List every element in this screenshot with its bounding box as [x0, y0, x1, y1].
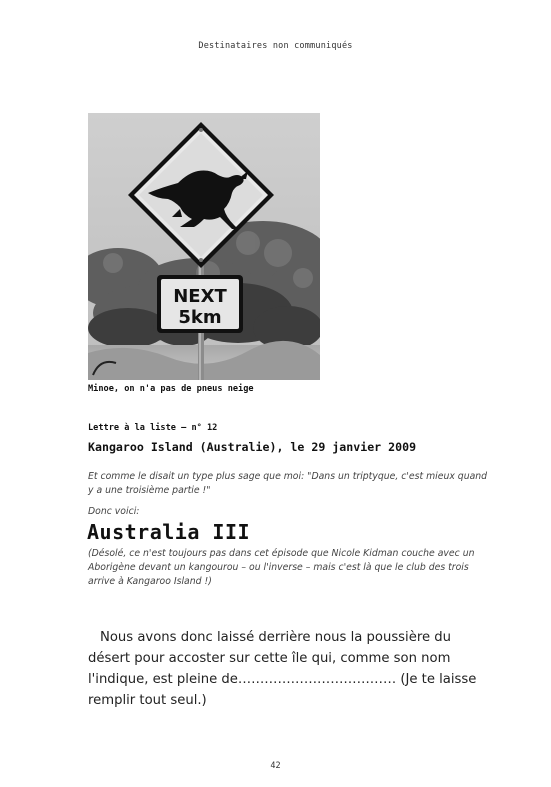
sign-text-next: NEXT — [173, 286, 227, 307]
running-head: Destinataires non communiqués — [198, 41, 353, 51]
intro-quote: Et comme le disait un type plus sage que moi: "Dans un triptyque, c'est mieux quand y a une troisième partie !" — [88, 471, 488, 496]
letter-label: Lettre à la liste – n° 12 — [88, 423, 218, 433]
next-5km-sign — [157, 275, 243, 333]
body-paragraph: Nous avons donc laissé derrière nous la poussière du désert pour accoster sur cette île qui, comme son nom l'indique, est pleine de……………………………… (Je te laisse remplir tout seul.) — [88, 630, 477, 708]
sign-text-distance: 5km — [178, 307, 222, 328]
kangaroo-sign-photo — [88, 113, 320, 380]
photo-caption: Minoe, on n'a pas de pneus neige — [88, 384, 254, 394]
aside-note: (Désolé, ce n'est toujours pas dans cet épisode que Nicole Kidman couche avec un Aborigène devant un kangourou – ou l'inverse – mais c'est là que le club des trois arrive à Kangaroo Island !) — [88, 548, 475, 587]
page-number: 42 — [270, 761, 281, 771]
donc-voici-text: Donc voici: — [88, 506, 140, 517]
place-date-heading: Kangaroo Island (Australie), le 29 janvier 2009 — [88, 440, 417, 454]
chapter-title: Australia III — [87, 520, 251, 544]
